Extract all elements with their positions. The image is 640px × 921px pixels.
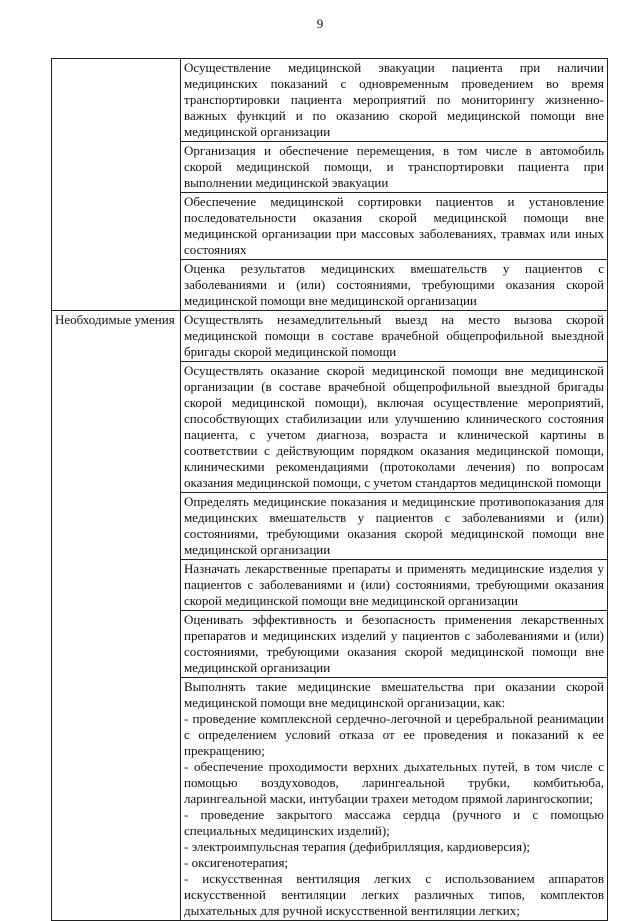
table-cell: Организация и обеспечение перемещения, в том числе в автомобиль скорой медицинской помощи, и транспортировки пациента при выполнении медицинской эвакуации [181,142,608,193]
table-cell-interventions [181,678,608,921]
list-item: - электроимпульсная терапия (дефибрилляция, кардиоверсия); [184,839,531,854]
list-item: - искусственная вентиляция легких с использованием аппаратов искусственной вентиляции легких различных типов, комплектов дыхательных для ручной искусственной вентиляции легких; [184,871,604,918]
table-cell: Оценка результатов медицинских вмешательств у пациентов с заболеваниями и (или) состояниями, требующими оказания скорой медицинской помощи вне медицинской организации [181,260,608,311]
interventions-intro: Выполнять такие медицинские вмешательства при оказании скорой медицинской помощи вне медицинской организации, как: [184,679,604,710]
table-cell: Осуществлять оказание скорой медицинской помощи вне медицинской организации (в составе врачебной общепрофильной выездной бригады скорой медицинской помощи), включая осуществление мероприятий, способствующих стабилизации или улучшению клинического состояния пациента, с учетом диагноза, возраста и клинической картины в соответствии с действующим порядком оказания медицинской помощи, клиническими рекомендациями (протоколами лечения) по вопросам оказания медицинской помощи, с учетом стандартов медицинской помощи [181,362,608,493]
row-label-required-skills: Необходимые умения [52,311,181,921]
list-item: - проведение комплексной сердечно-легочной и церебральной реанимации с определением условий отказа от ее проведения и показаний к ее прекращению; [184,711,604,758]
table-cell: Определять медицинские показания и медицинские противопоказания для медицинских вмешательств у пациентов с заболеваниями и (или) состояниями, требующими оказания скорой медицинской помощи вне медицинской организации [181,493,608,560]
table-cell: Назначать лекарственные препараты и применять медицинские изделия у пациентов с заболеваниями и (или) состояниями, требующими оказания скорой медицинской помощи вне медицинской организации [181,560,608,611]
list-item: - оксигенотерапия; [184,855,289,870]
table-cell: Осуществление медицинской эвакуации пациента при наличии медицинских показаний с одновременным проведением во время транспортировки пациента мероприятий по мониторингу жизненно-важных функций и по оказанию скорой медицинской помощи вне медицинской организации [181,59,608,142]
table-row [52,59,608,142]
table-cell: Обеспечение медицинской сортировки пациентов и установление последовательности оказания скорой медицинской помощи вне медицинской организации при массовых заболеваниях, травмах или иных состояниях [181,193,608,260]
table-cell: Оценивать эффективность и безопасность применения лекарственных препаратов и медицинских изделий у пациентов с заболеваниями и (или) состояниями, требующими оказания скорой медицинской помощи вне медицинской организации [181,611,608,678]
list-item: - проведение закрытого массажа сердца (ручного и с помощью специальных медицинских изделий); [184,807,604,838]
table-row [52,311,608,362]
skills-table [51,58,608,921]
row-label-empty [52,59,181,311]
table-cell: Осуществлять незамедлительный выезд на место вызова скорой медицинской помощи в составе врачебной общепрофильной выездной бригады скорой медицинской помощи [181,311,608,362]
page-number: 9 [316,16,324,31]
list-item: - обеспечение проходимости верхних дыхательных путей, в том числе с помощью воздуховодов, ларингеальной трубки, комбитьюба, ларингеальной маски, интубации трахеи методом прямой ларингоскопии; [184,759,604,806]
